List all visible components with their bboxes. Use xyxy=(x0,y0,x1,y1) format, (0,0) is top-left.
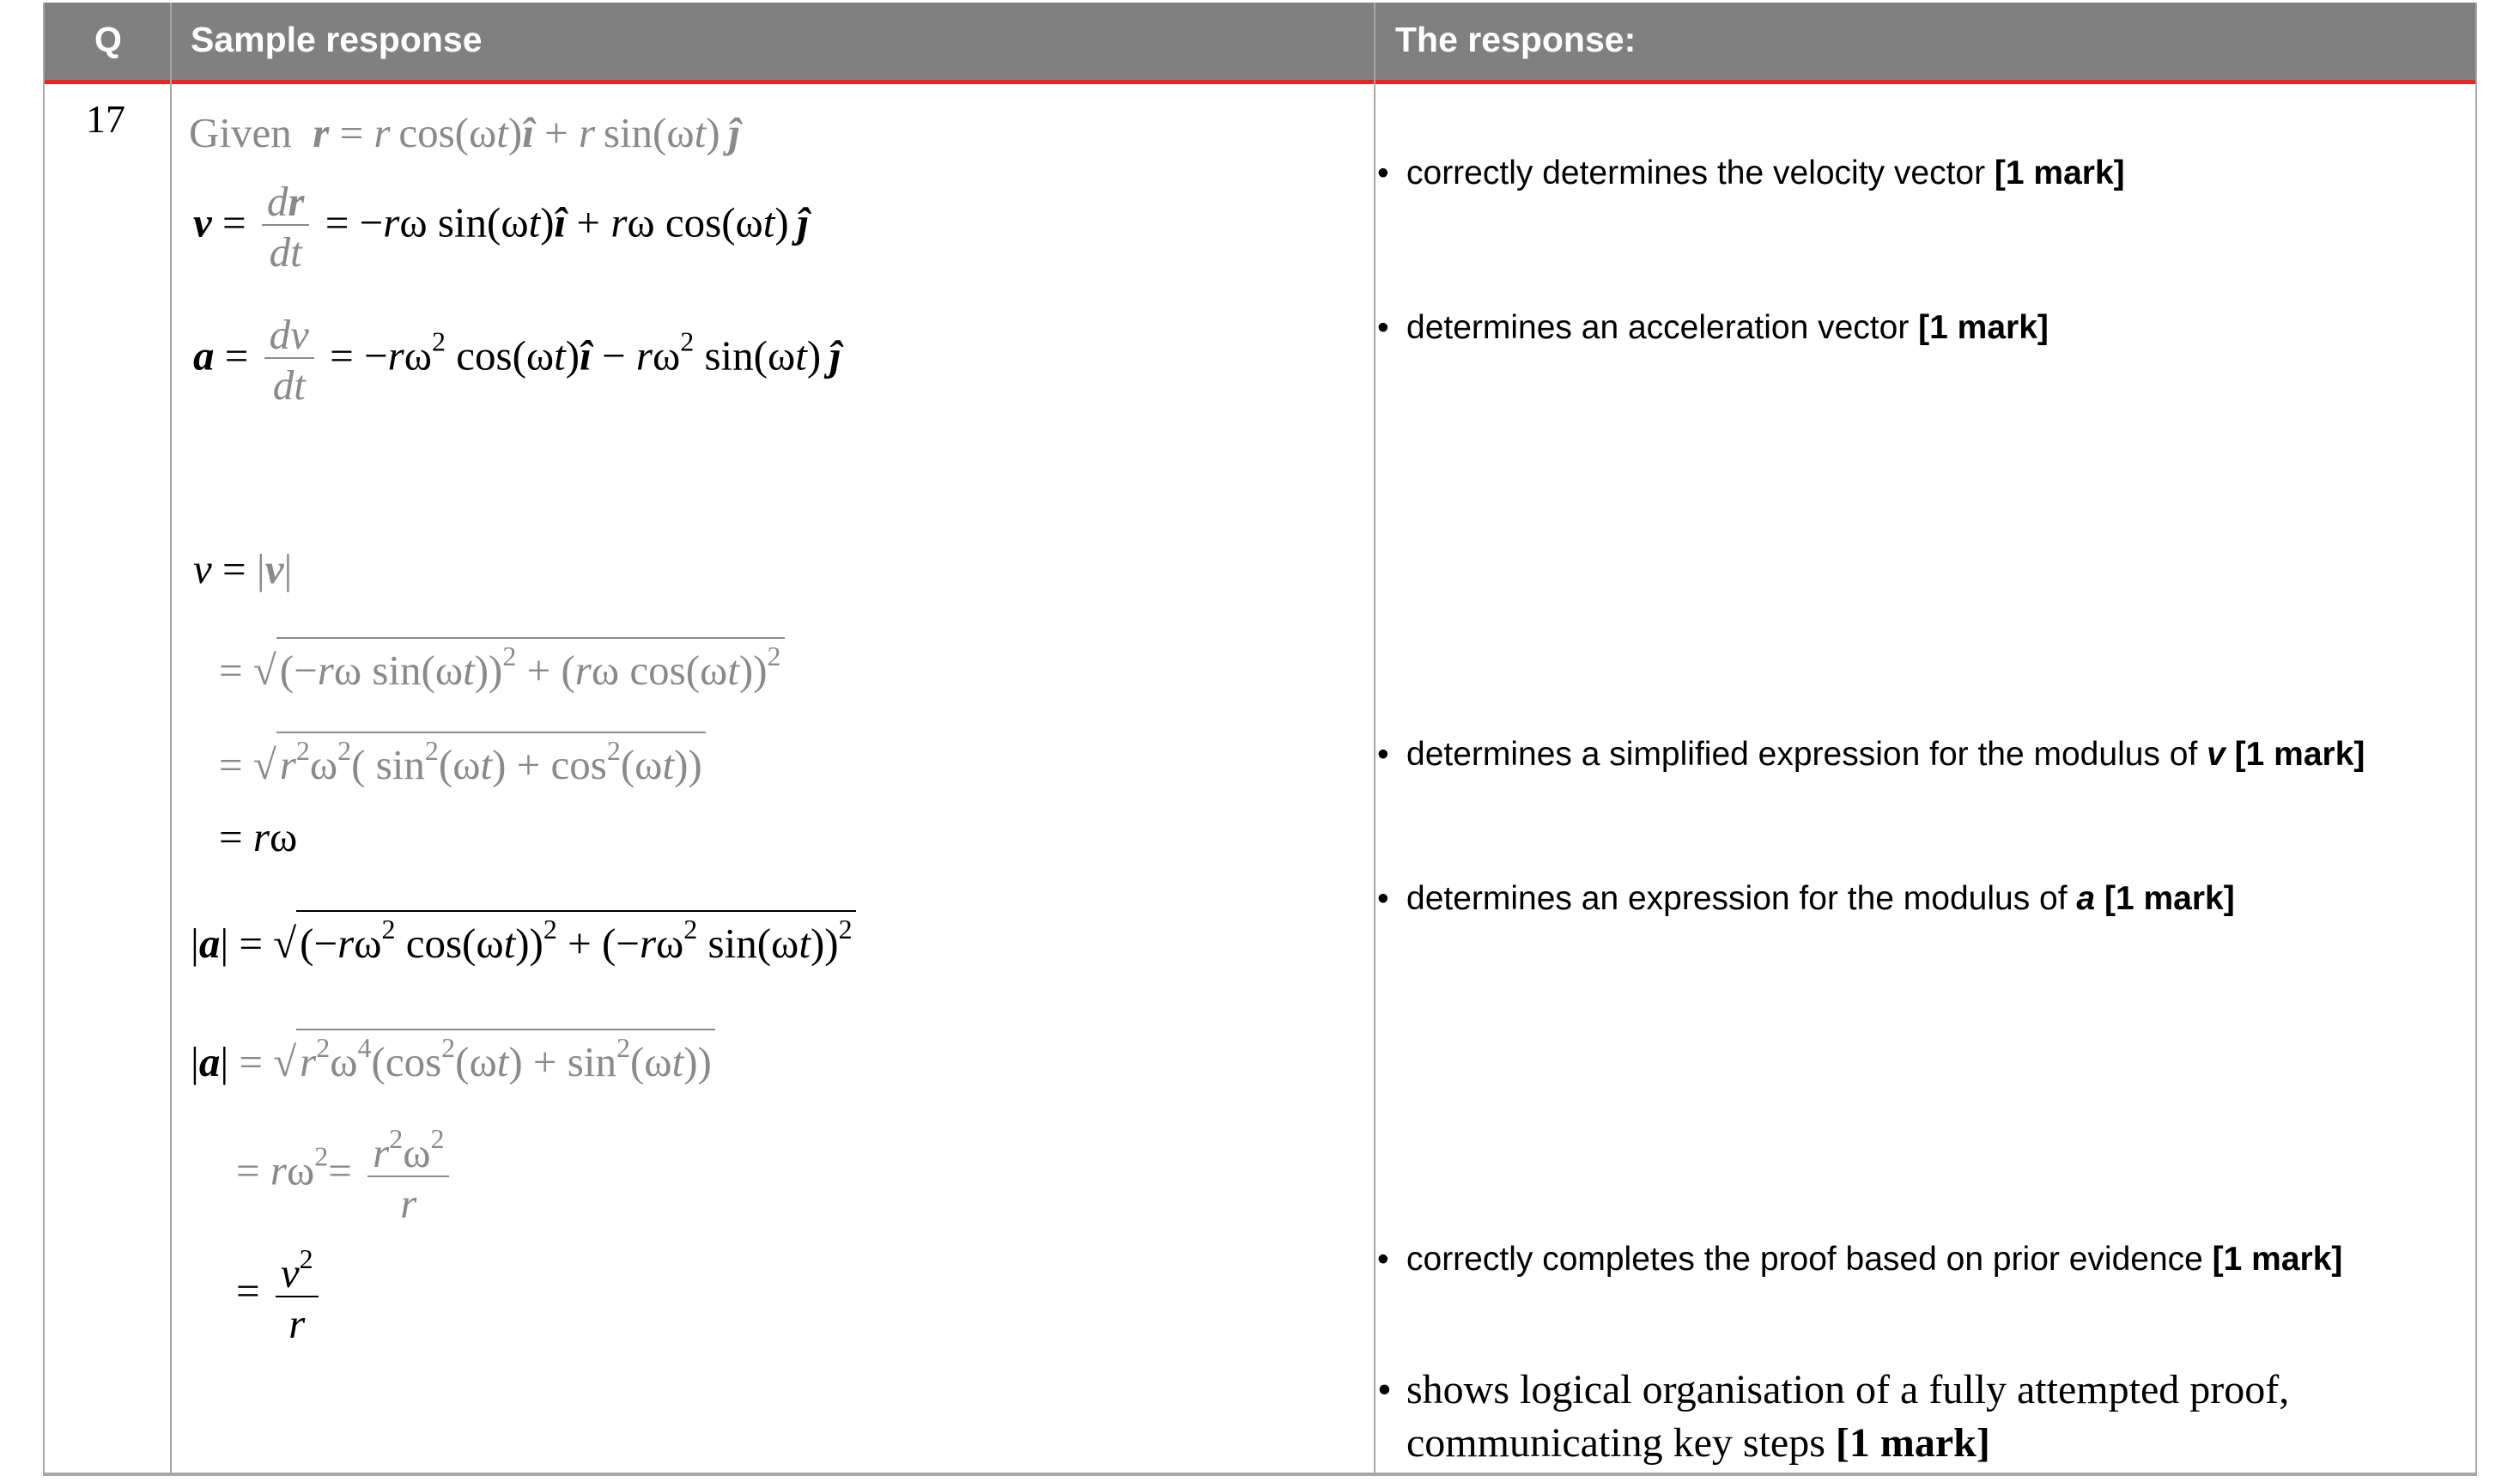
acceleration-line: a = $\frac{dv}{dt}$ = $-r\omega^2$ cos(ωt)î − $r\omega^2$ sin(ωt) ĵ xyxy=(193,311,841,409)
given-label: Given xyxy=(189,109,292,156)
given-line: Given r = r cos(ωt)î + r sin(ωt) ĵ xyxy=(189,109,740,156)
bullet-icon: • xyxy=(1377,880,1389,917)
a-modulus-step1: $|a| = √r^2\omega^4(\cos^2(\omega t) + \sin^2(\omega t))$ xyxy=(191,1029,715,1083)
criterion-organisation: • shows logical organisation of a fully attempted proof, communicating key steps [1 mark] xyxy=(1377,1364,2408,1470)
a-modulus-result: = $\frac{v^2}{r}$ xyxy=(236,1245,324,1345)
a-modulus-line: $|a| = √(-r\omega^2$ $\cos(\omega t))^2 + (-r\omega^2$ sin(ωt))$^2$ xyxy=(191,910,856,964)
bullet-icon: • xyxy=(1377,1367,1392,1412)
v-modulus-step2: = $√r^2\omega^2$( $\sin^2(\omega t) + \cos^2(\omega t)$) xyxy=(219,732,706,786)
column-divider xyxy=(170,3,172,1473)
v-modulus-line: v = |v| xyxy=(193,545,293,592)
table-header xyxy=(45,3,2475,84)
header-the-response: The response: xyxy=(1395,20,1636,59)
column-divider xyxy=(1374,3,1375,1473)
velocity-line: v = $\frac{dr}{dt}$ = −rω sin(ωt)î + rω cos(ωt) ĵ xyxy=(193,178,810,276)
criterion-acceleration: • determines an acceleration vector [1 mark] xyxy=(1377,309,2049,346)
question-number: 17 xyxy=(86,97,125,141)
header-sample-response: Sample response xyxy=(191,20,483,59)
criterion-modulus-v: • determines a simplified expression for the modulus of v [1 mark] xyxy=(1377,736,2365,773)
a-modulus-step2: = $r\omega^2=$ $\frac{r^2\omega^2}{r}$ xyxy=(236,1125,454,1224)
v-modulus-step1: = √(−rω sin(ωt))$^2$ + (rω cos(ωt))$^2$ xyxy=(219,637,785,691)
bullet-icon: • xyxy=(1377,155,1389,191)
header-q: Q xyxy=(94,20,122,59)
bullet-icon: • xyxy=(1377,309,1389,346)
v-modulus-result: = rω xyxy=(219,813,298,860)
bullet-icon: • xyxy=(1377,1241,1389,1278)
criterion-modulus-a: • determines an expression for the modulus of a [1 mark] xyxy=(1377,880,2235,917)
bullet-icon: • xyxy=(1377,736,1389,773)
criterion-proof: • correctly completes the proof based on prior evidence [1 mark] xyxy=(1377,1241,2343,1278)
criterion-velocity: • correctly determines the velocity vector [1 mark] xyxy=(1377,155,2125,191)
